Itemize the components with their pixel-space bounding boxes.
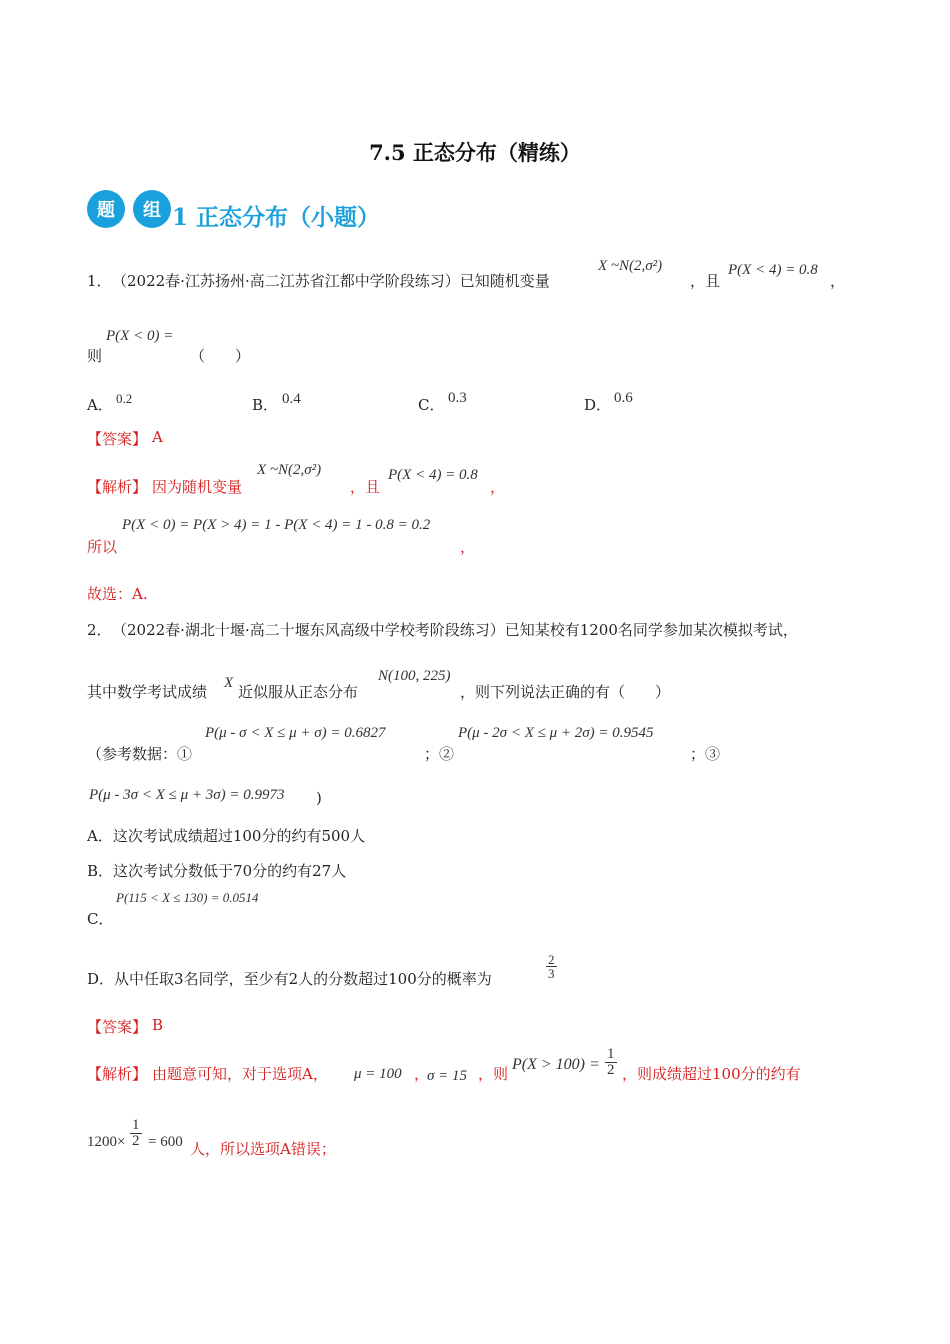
q1-analysis-dist: X ~N(2,σ²) [257,462,322,478]
q2-half-fraction [606,1047,616,1078]
q2-sigma-value: σ = 15 [427,1068,468,1084]
badge-ti: 题 [87,190,125,228]
q1-final: 故选：A. [87,585,148,603]
q1-so: 所以 [87,538,118,556]
q1-option-c-value: 0.3 [448,390,467,406]
q2-calc-denominator: 2 [132,1133,140,1149]
q2-p-expression: P(X > 100) = [512,1056,600,1073]
q2-ref-end: ) [316,789,322,807]
q2-ref-intro: （参考数据：① [87,745,193,763]
q2-analysis-tag: 【解析】 [87,1065,148,1083]
q1-option-a-value: 0.2 [116,391,133,406]
q2-half-numerator: 1 [607,1046,615,1062]
q1-analysis-cond: P(X < 4) = 0.8 [388,467,478,483]
q1-distribution: X ~N(2,σ²) [598,258,663,274]
q2-half-denominator: 2 [607,1062,615,1078]
q1-analysis-tag: 【解析】 [87,478,148,496]
q2-number: 2． [87,621,112,639]
q2-option-d-denominator: 3 [548,966,555,981]
q2-option-c-label: C． [87,910,114,928]
q2-analysis-text: 由题意可知，对于选项A， [152,1065,328,1083]
q2-ref-3: P(μ - 3σ < X ≤ μ + 3σ) = 0.9973 [89,787,285,803]
q2-analysis-after: ，则成绩超过100分的约有 [622,1065,801,1083]
q2-option-a: A．这次考试成绩超过100分的约有500人 [87,827,366,845]
q1-answer: A [152,428,163,446]
q1-analysis-comma: ， [490,478,506,496]
q2-option-d-numerator: 2 [548,952,555,967]
q2-ze: ，则 [478,1065,509,1083]
q1-and: ，且 [690,272,721,290]
q1-option-b-label: B． [252,396,279,414]
q1-analysis-and: ，且 [350,478,381,496]
q2-answer: B [152,1016,164,1034]
q1-option-a-label: A． [87,396,113,414]
q1-option-d-value: 0.6 [614,390,633,406]
q2-calc-pre: 1200× [87,1134,126,1150]
q2-ref-sep-2: ；② [424,745,455,763]
q1-so-comma: ， [460,538,476,556]
q2-option-b: B．这次考试分数低于70分的约有27人 [87,862,347,880]
q2-mu-value: μ = 100 [354,1066,402,1082]
q1-number: 1． [87,272,112,290]
q1-paren: （ ） [190,347,251,365]
q2-variable-x: X [224,675,234,691]
q2-calc-post: = 600 [148,1134,183,1150]
q1-option-c-label: C． [418,396,445,414]
q2-option-d: D．从中任取3名同学，至少有2人的分数超过100分的概率为 [87,970,492,988]
q2-calc-numerator: 1 [132,1117,140,1133]
q1-condition: P(X < 4) = 0.8 [728,262,818,278]
q1-comma: ， [830,272,846,290]
section-title: 1 正态分布（小题） [172,204,381,231]
q2-ref-2: P(μ - 2σ < X ≤ μ + 2σ) = 0.9545 [458,725,654,741]
badge-zu: 组 [133,190,171,228]
q2-source: （2022春·湖北十堰·高二十堰东风高级中学校考阶段练习）已知某校有1200名同学参加某次模拟考试， [112,621,798,639]
q1-ze: 则 [87,347,103,365]
q2-option-d-fraction [547,953,556,980]
q2-ref-1: P(μ - σ < X ≤ μ + σ) = 0.6827 [205,725,386,741]
q1-expression: P(X < 0) = [106,328,174,344]
q2-line2-c: ，则下列说法正确的有（ ） [460,683,671,701]
q1-option-d-label: D． [584,396,612,414]
q1-analysis-text: 因为随机变量 [152,478,243,496]
q1-answer-tag: 【答案】 [87,430,148,448]
q1-option-b-value: 0.4 [282,391,301,407]
q2-sep: ， [414,1065,430,1083]
q2-option-c-expression: P(115 < X ≤ 130) = 0.0514 [116,890,259,905]
q2-calc-fraction [131,1118,141,1149]
q2-ref-sep-3: ；③ [690,745,721,763]
q2-line2-a: 其中数学考试成绩 [87,683,208,701]
q2-calc-text: 人，所以选项A错误； [190,1140,336,1158]
q2-line2-b: 近似服从正态分布 [238,683,359,701]
q1-so-expression: P(X < 0) = P(X > 4) = 1 - P(X < 4) = 1 - 0.8 = 0.2 [122,517,431,533]
q2-normal-dist: N(100, 225) [378,668,451,684]
page-title: 7.5 正态分布（精练） [369,140,581,165]
q2-answer-tag: 【答案】 [87,1018,148,1036]
q1-source: （2022春·江苏扬州·高二江苏省江都中学阶段练习）已知随机变量 [112,272,550,290]
